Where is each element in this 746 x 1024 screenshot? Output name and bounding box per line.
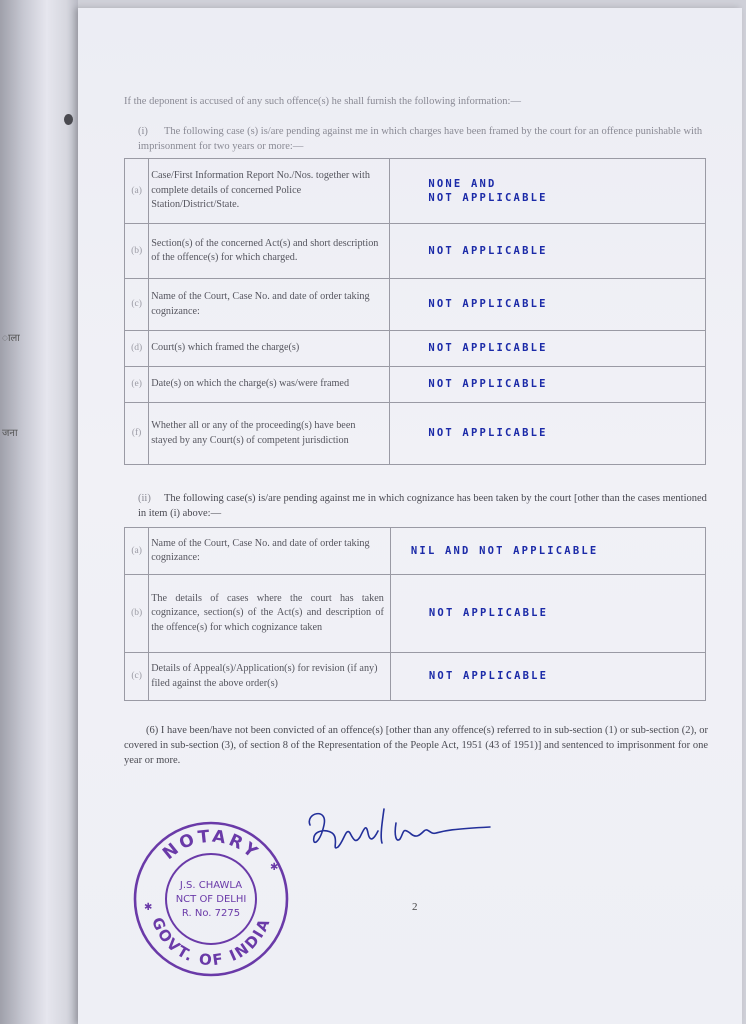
section-ii-heading: (ii) The following case(s) is/are pending against me in which cognizance has been taken by the court [other than the cases mentioned in item (i) above:— xyxy=(138,493,707,519)
table-row xyxy=(125,653,706,701)
table-row xyxy=(125,224,706,279)
signature-text: Jagdish Kumar xyxy=(300,861,307,862)
svg-text:✱: ✱ xyxy=(144,902,153,913)
row-answer: NOT APPLICABLE xyxy=(390,224,706,279)
notary-stamp xyxy=(130,818,292,980)
row-answer: NONE AND NOT APPLICABLE xyxy=(390,159,706,224)
svg-text:NOTARY: NOTARY xyxy=(159,826,264,865)
punch-hole xyxy=(64,114,73,125)
row-label: (b) xyxy=(125,575,149,653)
svg-text:NCT OF DELHI: NCT OF DELHI xyxy=(175,894,247,905)
row-question: Court(s) which framed the charge(s) xyxy=(149,331,390,367)
row-question: The details of cases where the court has taken cognizance, section(s) of the Act(s) and description of the offence(s) for which cognizance taken xyxy=(149,575,391,653)
row-question: Name of the Court, Case No. and date of order taking cognizance: xyxy=(149,528,391,575)
page-number: 2 xyxy=(412,901,418,913)
svg-text:J.S. CHAWLA: J.S. CHAWLA xyxy=(179,880,243,891)
row-label: (d) xyxy=(125,331,149,367)
section-ii-table xyxy=(124,527,706,701)
row-label: (f) xyxy=(125,403,149,465)
section-i-table xyxy=(124,158,706,465)
row-answer: NOT APPLICABLE xyxy=(390,279,706,331)
row-label: (e) xyxy=(125,367,149,403)
table-row xyxy=(125,159,706,224)
table-row xyxy=(125,575,706,653)
signature xyxy=(300,803,500,863)
row-label: (b) xyxy=(125,224,149,279)
svg-text:✱: ✱ xyxy=(270,862,279,873)
row-label: (c) xyxy=(125,653,149,701)
row-answer: NOT APPLICABLE xyxy=(390,575,705,653)
book-binding xyxy=(0,0,78,1024)
svg-text:R. No. 7275: R. No. 7275 xyxy=(181,908,241,919)
row-question: Case/First Information Report No./Nos. together with complete details of concerned Police Station/District/State. xyxy=(149,159,390,224)
paragraph-6: (6) I have been/have not been convicted of an offence(s) [other than any offence(s) referred to in sub-section (1) or sub-section (2), or covered in sub-section (3), of section 8 of the Representation of the People Act, 1951 (43 of 1951)] and sentenced to imprisonment for one year or more. xyxy=(124,725,708,766)
row-answer: NOT APPLICABLE xyxy=(390,653,705,701)
row-label: (c) xyxy=(125,279,149,331)
intro-text: If the deponent is accused of any such offence(s) he shall furnish the following information:— xyxy=(124,96,521,107)
row-answer: NOT APPLICABLE xyxy=(390,331,706,367)
table-row xyxy=(125,403,706,465)
row-answer: NOT APPLICABLE xyxy=(390,367,706,403)
table-row xyxy=(125,331,706,367)
row-answer: NOT APPLICABLE xyxy=(390,403,706,465)
row-question: Details of Appeal(s)/Application(s) for revision (if any) filed against the above order(s) xyxy=(149,653,391,701)
document-page xyxy=(78,8,742,1024)
section-i-heading: (i) The following case (s) is/are pending against me in which charges have been framed by the court for an offence punishable with imprisonment for two years or more:— xyxy=(138,126,703,152)
margin-fragment: ाला xyxy=(2,333,20,344)
margin-fragment: जना xyxy=(2,428,18,439)
row-label: (a) xyxy=(125,159,149,224)
row-answer: NIL AND NOT APPLICABLE xyxy=(390,528,705,575)
row-question: Section(s) of the concerned Act(s) and short description of the offence(s) for which charged. xyxy=(149,224,390,279)
row-question: Date(s) on which the charge(s) was/were framed xyxy=(149,367,390,403)
row-label: (a) xyxy=(125,528,149,575)
row-question: Name of the Court, Case No. and date of order taking cognizance: xyxy=(149,279,390,331)
table-row xyxy=(125,279,706,331)
svg-text:GOVT. OF INDIA: GOVT. OF INDIA xyxy=(147,914,274,970)
table-row xyxy=(125,367,706,403)
row-question: Whether all or any of the proceeding(s) have been stayed by any Court(s) of competent jurisdiction xyxy=(149,403,390,465)
table-row xyxy=(125,528,706,575)
